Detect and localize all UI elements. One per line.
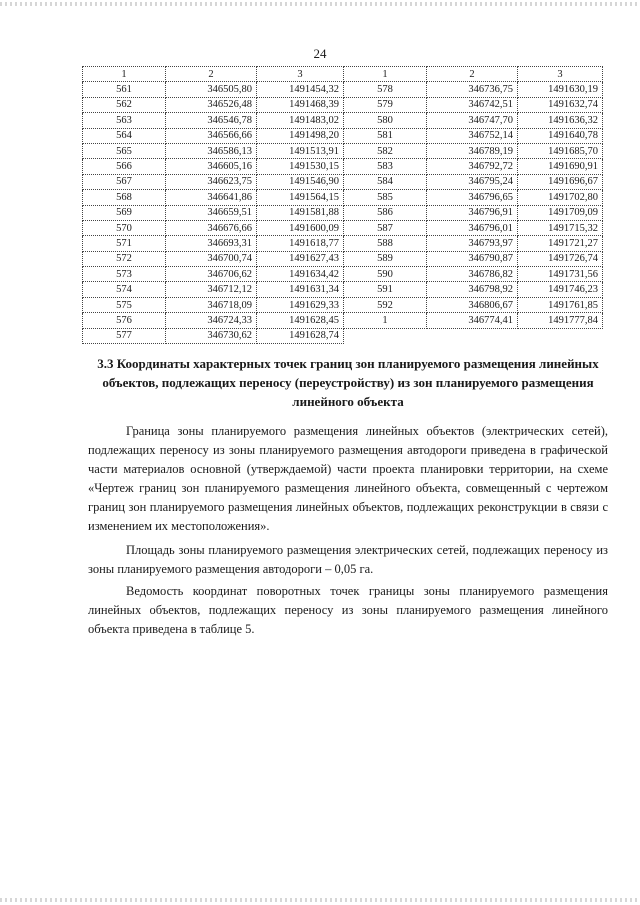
y-coordinate-cell: 1491685,70: [518, 143, 603, 158]
table-row: [83, 220, 603, 235]
point-number-cell: 581: [344, 128, 427, 143]
x-coordinate-cell: 346505,80: [166, 82, 257, 97]
y-coordinate-cell: 1491483,02: [257, 113, 344, 128]
x-coordinate-cell: 346676,66: [166, 220, 257, 235]
point-number-cell: 591: [344, 282, 427, 297]
empty-cell: [518, 328, 603, 343]
point-number-cell: 568: [83, 190, 166, 205]
x-coordinate-cell: 346712,12: [166, 282, 257, 297]
x-coordinate-cell: 346796,65: [427, 190, 518, 205]
y-coordinate-cell: 1491690,91: [518, 159, 603, 174]
header-cell: 1: [83, 67, 166, 82]
y-coordinate-cell: 1491777,84: [518, 313, 603, 328]
point-number-cell: 589: [344, 251, 427, 266]
x-coordinate-cell: 346718,09: [166, 297, 257, 312]
x-coordinate-cell: 346659,51: [166, 205, 257, 220]
empty-cell: [427, 328, 518, 343]
y-coordinate-cell: 1491746,23: [518, 282, 603, 297]
x-coordinate-cell: 346742,51: [427, 97, 518, 112]
y-coordinate-cell: 1491600,09: [257, 220, 344, 235]
table-row: [83, 143, 603, 158]
point-number-cell: 578: [344, 82, 427, 97]
y-coordinate-cell: 1491761,85: [518, 297, 603, 312]
point-number-cell: 575: [83, 297, 166, 312]
table-row: [83, 236, 603, 251]
point-number-cell: 588: [344, 236, 427, 251]
header-cell: 2: [427, 67, 518, 82]
x-coordinate-cell: 346747,70: [427, 113, 518, 128]
y-coordinate-cell: 1491634,42: [257, 267, 344, 282]
header-cell: 3: [257, 67, 344, 82]
point-number-cell: 592: [344, 297, 427, 312]
x-coordinate-cell: 346693,31: [166, 236, 257, 251]
point-number-cell: 580: [344, 113, 427, 128]
x-coordinate-cell: 346730,62: [166, 328, 257, 343]
point-number-cell: 579: [344, 97, 427, 112]
header-cell: 2: [166, 67, 257, 82]
table-body: [83, 82, 603, 344]
y-coordinate-cell: 1491628,45: [257, 313, 344, 328]
x-coordinate-cell: 346806,67: [427, 297, 518, 312]
y-coordinate-cell: 1491709,09: [518, 205, 603, 220]
scan-edge-top: [0, 2, 640, 6]
x-coordinate-cell: 346586,13: [166, 143, 257, 158]
table-row: [83, 297, 603, 312]
x-coordinate-cell: 346795,24: [427, 174, 518, 189]
table-row: [83, 328, 603, 343]
x-coordinate-cell: 346641,86: [166, 190, 257, 205]
point-number-cell: 566: [83, 159, 166, 174]
x-coordinate-cell: 346789,19: [427, 143, 518, 158]
table-row: [83, 313, 603, 328]
table-row: [83, 205, 603, 220]
x-coordinate-cell: 346623,75: [166, 174, 257, 189]
x-coordinate-cell: 346736,75: [427, 82, 518, 97]
y-coordinate-cell: 1491702,80: [518, 190, 603, 205]
paragraph-zone-boundary: Граница зоны планируемого размещения линейных объектов (электрических сетей), подлежащих переносу из зоны планируемого размещения автодороги приведена в графической части материалов основной (утверждаемой) части проекта планировки территории, на схеме «Чертеж границ зон планируемого размещения линейного объекта, совмещенный с чертежом границ зон планируемого размещения линейных объектов, подлежащих реконструкции в связи с изменением их местоположения».: [88, 424, 608, 533]
point-number-cell: 565: [83, 143, 166, 158]
table-row: [83, 128, 603, 143]
y-coordinate-cell: 1491468,39: [257, 97, 344, 112]
page-number: 24: [313, 46, 327, 61]
point-number-cell: 583: [344, 159, 427, 174]
x-coordinate-cell: 346796,91: [427, 205, 518, 220]
x-coordinate-cell: 346546,78: [166, 113, 257, 128]
table-row: [83, 267, 603, 282]
paragraph-coordinates-reference: Ведомость координат поворотных точек границы зоны планируемого размещения линейных объектов, подлежащих переносу из зоны планируемого размещения линейного объекта приведена в таблице 5.: [88, 584, 608, 636]
y-coordinate-cell: 1491618,77: [257, 236, 344, 251]
y-coordinate-cell: 1491721,27: [518, 236, 603, 251]
point-number-cell: 587: [344, 220, 427, 235]
paragraph-zone-area: Площадь зоны планируемого размещения электрических сетей, подлежащих переносу из зоны планируемого размещения автодороги – 0,05 га.: [88, 543, 608, 576]
y-coordinate-cell: 1491498,20: [257, 128, 344, 143]
table-row: [83, 251, 603, 266]
x-coordinate-cell: 346774,41: [427, 313, 518, 328]
y-coordinate-cell: 1491640,78: [518, 128, 603, 143]
table-row: [83, 113, 603, 128]
y-coordinate-cell: 1491513,91: [257, 143, 344, 158]
point-number-cell: 585: [344, 190, 427, 205]
point-number-cell: 577: [83, 328, 166, 343]
table-row: [83, 97, 603, 112]
x-coordinate-cell: 346724,33: [166, 313, 257, 328]
y-coordinate-cell: 1491731,56: [518, 267, 603, 282]
point-number-cell: 572: [83, 251, 166, 266]
point-number-cell: 586: [344, 205, 427, 220]
x-coordinate-cell: 346706,62: [166, 267, 257, 282]
y-coordinate-cell: 1491715,32: [518, 220, 603, 235]
point-number-cell: 582: [344, 143, 427, 158]
x-coordinate-cell: 346786,82: [427, 267, 518, 282]
point-number-cell: 569: [83, 205, 166, 220]
point-number-cell: 564: [83, 128, 166, 143]
table-row: [83, 282, 603, 297]
point-number-cell: 563: [83, 113, 166, 128]
x-coordinate-cell: 346796,01: [427, 220, 518, 235]
point-number-cell: 584: [344, 174, 427, 189]
y-coordinate-cell: 1491454,32: [257, 82, 344, 97]
x-coordinate-cell: 346798,92: [427, 282, 518, 297]
y-coordinate-cell: 1491636,32: [518, 113, 603, 128]
point-number-cell: 567: [83, 174, 166, 189]
point-number-cell: 562: [83, 97, 166, 112]
point-number-cell: 570: [83, 220, 166, 235]
y-coordinate-cell: 1491631,34: [257, 282, 344, 297]
y-coordinate-cell: 1491632,74: [518, 97, 603, 112]
scan-edge-bottom: [0, 898, 640, 902]
point-number-cell: 574: [83, 282, 166, 297]
table-row: [83, 190, 603, 205]
x-coordinate-cell: 346792,72: [427, 159, 518, 174]
y-coordinate-cell: 1491629,33: [257, 297, 344, 312]
x-coordinate-cell: 346566,66: [166, 128, 257, 143]
point-number-cell: 573: [83, 267, 166, 282]
section-title: 3.3 Координаты характерных точек границ зон планируемого размещения линейных объектов, подлежащих переносу (переустройству) из зон планируемого размещения линейного объекта: [97, 356, 599, 409]
point-number-cell: 1: [344, 313, 427, 328]
header-cell: 1: [344, 67, 427, 82]
coordinates-table: [82, 66, 603, 344]
table-row: [83, 159, 603, 174]
y-coordinate-cell: 1491627,43: [257, 251, 344, 266]
x-coordinate-cell: 346605,16: [166, 159, 257, 174]
empty-cell: [344, 328, 427, 343]
y-coordinate-cell: 1491696,67: [518, 174, 603, 189]
y-coordinate-cell: 1491564,15: [257, 190, 344, 205]
table-row: [83, 174, 603, 189]
x-coordinate-cell: 346700,74: [166, 251, 257, 266]
point-number-cell: 576: [83, 313, 166, 328]
y-coordinate-cell: 1491530,15: [257, 159, 344, 174]
y-coordinate-cell: 1491628,74: [257, 328, 344, 343]
x-coordinate-cell: 346790,87: [427, 251, 518, 266]
point-number-cell: 561: [83, 82, 166, 97]
x-coordinate-cell: 346793,97: [427, 236, 518, 251]
table-row: [83, 82, 603, 97]
point-number-cell: 590: [344, 267, 427, 282]
y-coordinate-cell: 1491630,19: [518, 82, 603, 97]
y-coordinate-cell: 1491546,90: [257, 174, 344, 189]
y-coordinate-cell: 1491581,88: [257, 205, 344, 220]
point-number-cell: 571: [83, 236, 166, 251]
y-coordinate-cell: 1491726,74: [518, 251, 603, 266]
x-coordinate-cell: 346526,48: [166, 97, 257, 112]
x-coordinate-cell: 346752,14: [427, 128, 518, 143]
header-cell: 3: [518, 67, 603, 82]
table-header-row: [83, 67, 603, 82]
